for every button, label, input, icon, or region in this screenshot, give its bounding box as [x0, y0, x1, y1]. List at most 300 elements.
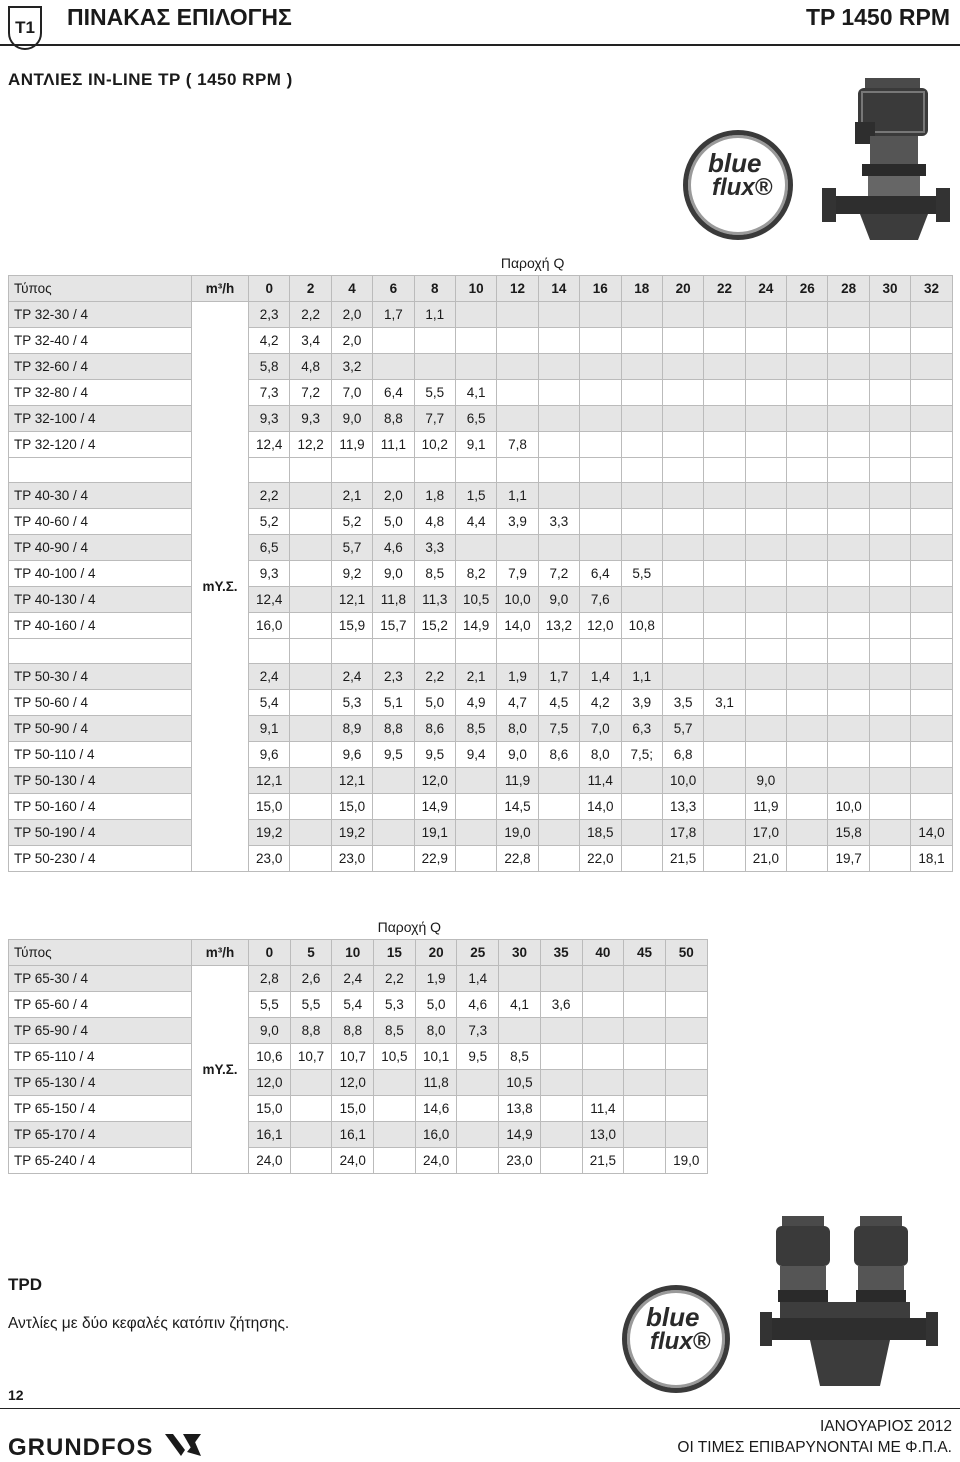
head-value: 5,4 — [249, 690, 290, 716]
pump-model: TP 32-80 / 4 — [9, 380, 192, 406]
head-value: 14,9 — [499, 1122, 541, 1148]
logo-text-flux-2: flux® — [650, 1328, 711, 1355]
head-value: 1,9 — [415, 966, 457, 992]
head-value: 7,8 — [497, 432, 538, 458]
head-unit-label: mY.Σ. — [192, 966, 249, 1174]
head-value: 11,1 — [373, 432, 414, 458]
head-value — [828, 354, 869, 380]
head-value — [540, 966, 582, 992]
head-value: 6,5 — [249, 535, 290, 561]
head-value: 15,2 — [414, 613, 455, 639]
head-value — [869, 328, 910, 354]
head-value — [665, 992, 707, 1018]
head-value — [290, 1122, 332, 1148]
head-value: 7,0 — [331, 380, 372, 406]
flow-column-header: 16 — [580, 276, 621, 302]
head-value — [745, 509, 786, 535]
tpd-title: TPD — [8, 1275, 42, 1294]
head-value: 12,1 — [249, 768, 290, 794]
head-value — [624, 1122, 666, 1148]
head-value: 2,2 — [374, 966, 416, 992]
table-row — [9, 820, 953, 846]
table-row — [9, 561, 953, 587]
pump-model: TP 50-60 / 4 — [9, 690, 192, 716]
head-value — [828, 587, 869, 613]
head-value — [538, 354, 579, 380]
head-value: 2,0 — [331, 328, 372, 354]
head-value: 11,9 — [331, 432, 372, 458]
head-value: 2,3 — [373, 664, 414, 690]
head-value — [662, 483, 703, 509]
head-value — [621, 846, 662, 872]
head-value: 4,5 — [538, 690, 579, 716]
table-row — [9, 613, 953, 639]
head-value — [665, 966, 707, 992]
head-value — [869, 768, 910, 794]
head-value: 1,7 — [538, 664, 579, 690]
head-value — [787, 535, 828, 561]
head-value — [580, 380, 621, 406]
head-value: 24,0 — [415, 1148, 457, 1174]
head-value — [787, 768, 828, 794]
head-value: 12,0 — [249, 1070, 291, 1096]
head-value: 5,5 — [414, 380, 455, 406]
head-value: 21,5 — [582, 1148, 624, 1174]
head-value — [665, 1018, 707, 1044]
flow-column-header: 4 — [331, 276, 372, 302]
unit-column-header: m³/h — [192, 940, 249, 966]
head-value — [869, 742, 910, 768]
head-value: 9,5 — [457, 1044, 499, 1070]
head-value: 4,8 — [290, 354, 331, 380]
pump-model: TP 65-60 / 4 — [9, 992, 192, 1018]
pump-model: TP 40-130 / 4 — [9, 587, 192, 613]
flow-column-header: 20 — [662, 276, 703, 302]
head-value — [745, 354, 786, 380]
head-value: 4,6 — [373, 535, 414, 561]
head-value — [911, 302, 952, 328]
head-value — [621, 768, 662, 794]
head-value — [869, 483, 910, 509]
head-value — [828, 613, 869, 639]
head-value: 5,5 — [290, 992, 332, 1018]
head-value — [704, 354, 745, 380]
pump-image — [800, 70, 950, 250]
head-value: 2,4 — [331, 664, 372, 690]
head-value: 24,0 — [332, 1148, 374, 1174]
head-value: 19,0 — [665, 1148, 707, 1174]
head-value: 14,6 — [415, 1096, 457, 1122]
head-value — [455, 794, 496, 820]
head-value — [290, 794, 331, 820]
head-value: 4,1 — [455, 380, 496, 406]
head-value — [497, 328, 538, 354]
head-value: 2,0 — [331, 302, 372, 328]
table-row — [9, 768, 953, 794]
head-value: 5,3 — [374, 992, 416, 1018]
head-value: 8,2 — [455, 561, 496, 587]
head-value — [745, 587, 786, 613]
head-value — [290, 535, 331, 561]
head-value: 12,0 — [332, 1070, 374, 1096]
head-value — [787, 587, 828, 613]
head-value: 2,0 — [373, 483, 414, 509]
head-value: 11,8 — [415, 1070, 457, 1096]
head-value — [290, 768, 331, 794]
pump-model: TP 50-90 / 4 — [9, 716, 192, 742]
head-value — [745, 613, 786, 639]
head-value — [624, 1096, 666, 1122]
head-value: 9,1 — [455, 432, 496, 458]
head-value: 7,3 — [249, 380, 290, 406]
head-value — [621, 509, 662, 535]
head-value: 17,0 — [745, 820, 786, 846]
head-value — [869, 302, 910, 328]
table-row — [9, 483, 953, 509]
head-value — [869, 820, 910, 846]
pump-model: TP 50-30 / 4 — [9, 664, 192, 690]
head-value: 10,0 — [828, 794, 869, 820]
head-value — [911, 690, 952, 716]
head-value: 2,4 — [332, 966, 374, 992]
head-value: 11,4 — [582, 1096, 624, 1122]
head-value: 5,0 — [373, 509, 414, 535]
pump-model: TP 65-240 / 4 — [9, 1148, 192, 1174]
head-value — [455, 846, 496, 872]
table-row — [9, 535, 953, 561]
table-row — [9, 1096, 708, 1122]
head-value: 14,0 — [497, 613, 538, 639]
head-value: 6,4 — [580, 561, 621, 587]
head-value — [828, 328, 869, 354]
head-value — [373, 768, 414, 794]
head-value — [580, 432, 621, 458]
head-value: 19,7 — [828, 846, 869, 872]
group-spacer — [9, 458, 953, 483]
head-value: 3,1 — [704, 690, 745, 716]
head-value: 2,2 — [290, 302, 331, 328]
head-value: 10,6 — [249, 1044, 291, 1070]
grundfos-mark-icon — [161, 1430, 205, 1460]
head-value — [787, 561, 828, 587]
head-value: 1,4 — [457, 966, 499, 992]
head-value — [787, 716, 828, 742]
head-value — [499, 1018, 541, 1044]
head-value — [662, 587, 703, 613]
head-value: 7,3 — [457, 1018, 499, 1044]
pump-model: TP 32-40 / 4 — [9, 328, 192, 354]
head-value — [624, 966, 666, 992]
head-value: 7,6 — [580, 587, 621, 613]
head-value — [290, 742, 331, 768]
head-value — [787, 509, 828, 535]
head-value — [704, 716, 745, 742]
head-value — [869, 561, 910, 587]
flow-column-header: 32 — [911, 276, 952, 302]
head-value: 1,9 — [497, 664, 538, 690]
head-value — [455, 535, 496, 561]
head-value — [745, 432, 786, 458]
table-row — [9, 1044, 708, 1070]
head-value — [662, 509, 703, 535]
head-value: 18,5 — [580, 820, 621, 846]
pump-model: TP 65-90 / 4 — [9, 1018, 192, 1044]
head-value — [621, 406, 662, 432]
head-value: 2,3 — [249, 302, 290, 328]
head-value: 2,4 — [249, 664, 290, 690]
head-value — [787, 820, 828, 846]
head-value — [373, 846, 414, 872]
head-value — [704, 380, 745, 406]
head-value — [580, 483, 621, 509]
head-value: 9,0 — [538, 587, 579, 613]
head-value: 14,0 — [911, 820, 952, 846]
head-value: 8,5 — [374, 1018, 416, 1044]
head-value — [624, 1070, 666, 1096]
head-value — [869, 690, 910, 716]
head-value: 3,2 — [331, 354, 372, 380]
head-value — [745, 742, 786, 768]
head-value: 13,0 — [582, 1122, 624, 1148]
head-value — [540, 1148, 582, 1174]
flow-column-header: 50 — [665, 940, 707, 966]
head-value — [455, 302, 496, 328]
head-value — [828, 664, 869, 690]
table-row — [9, 328, 953, 354]
flow-column-header: 0 — [249, 940, 291, 966]
head-value: 12,1 — [331, 587, 372, 613]
head-value: 6,3 — [621, 716, 662, 742]
head-value: 8,0 — [580, 742, 621, 768]
head-value: 14,9 — [455, 613, 496, 639]
head-value — [828, 380, 869, 406]
head-value — [662, 380, 703, 406]
head-value — [455, 768, 496, 794]
head-value: 8,0 — [497, 716, 538, 742]
head-value: 8,8 — [373, 716, 414, 742]
flow-column-header: 28 — [828, 276, 869, 302]
head-value — [787, 664, 828, 690]
head-value: 18,1 — [911, 846, 952, 872]
flow-column-header: 20 — [415, 940, 457, 966]
head-value: 17,8 — [662, 820, 703, 846]
head-value: 5,0 — [415, 992, 457, 1018]
table-row — [9, 432, 953, 458]
head-value — [580, 535, 621, 561]
head-value — [414, 354, 455, 380]
head-value: 8,6 — [538, 742, 579, 768]
type-column-header: Τύπος — [9, 276, 192, 302]
head-value — [582, 1044, 624, 1070]
head-value — [665, 1070, 707, 1096]
head-value — [624, 1018, 666, 1044]
head-value — [580, 509, 621, 535]
head-value — [665, 1044, 707, 1070]
head-value: 1,8 — [414, 483, 455, 509]
head-value: 4,6 — [457, 992, 499, 1018]
table-row — [9, 664, 953, 690]
head-value — [290, 1096, 332, 1122]
head-value — [911, 432, 952, 458]
head-value — [538, 380, 579, 406]
flow-column-header: 10 — [455, 276, 496, 302]
type-column-header: Τύπος — [9, 940, 192, 966]
logo-text-blue-2: blue — [646, 1302, 700, 1332]
head-value: 19,2 — [249, 820, 290, 846]
table-row — [9, 1122, 708, 1148]
head-value — [828, 561, 869, 587]
head-value — [745, 664, 786, 690]
head-value: 3,5 — [662, 690, 703, 716]
logo-text-flux: flux® — [712, 174, 773, 201]
head-value — [290, 1070, 332, 1096]
table-row — [9, 1148, 708, 1174]
head-value: 9,0 — [497, 742, 538, 768]
head-value — [869, 432, 910, 458]
head-value — [457, 1122, 499, 1148]
head-value: 5,3 — [331, 690, 372, 716]
pump-model: TP 50-160 / 4 — [9, 794, 192, 820]
head-value — [704, 820, 745, 846]
table-row — [9, 966, 708, 992]
head-value — [704, 613, 745, 639]
head-value — [787, 432, 828, 458]
pump-model: TP 50-190 / 4 — [9, 820, 192, 846]
head-value — [787, 406, 828, 432]
head-value — [538, 768, 579, 794]
head-value — [538, 328, 579, 354]
head-value — [374, 1122, 416, 1148]
head-value: 16,0 — [415, 1122, 457, 1148]
page-title: ΠΙΝΑΚΑΣ ΕΠΙΛΟΓΗΣ — [67, 4, 292, 30]
head-value — [662, 561, 703, 587]
head-value: 10,0 — [497, 587, 538, 613]
head-value — [540, 1096, 582, 1122]
head-value: 12,2 — [290, 432, 331, 458]
head-value: 11,3 — [414, 587, 455, 613]
head-value — [787, 328, 828, 354]
head-value — [621, 302, 662, 328]
head-value: 10,0 — [662, 768, 703, 794]
head-value — [374, 1070, 416, 1096]
head-value — [582, 1070, 624, 1096]
head-value: 9,3 — [290, 406, 331, 432]
head-value — [704, 535, 745, 561]
head-value: 10,5 — [499, 1070, 541, 1096]
pump-model: TP 32-60 / 4 — [9, 354, 192, 380]
table-row — [9, 1070, 708, 1096]
head-value — [457, 1148, 499, 1174]
head-value — [704, 328, 745, 354]
head-value: 11,4 — [580, 768, 621, 794]
head-value: 9,0 — [249, 1018, 291, 1044]
head-value: 2,1 — [455, 664, 496, 690]
head-value — [538, 406, 579, 432]
table-row — [9, 846, 953, 872]
head-value — [787, 354, 828, 380]
flow-column-header: 14 — [538, 276, 579, 302]
head-value: 4,4 — [455, 509, 496, 535]
head-value: 16,1 — [249, 1122, 291, 1148]
head-value: 15,0 — [249, 1096, 291, 1122]
head-value — [911, 768, 952, 794]
head-value: 12,4 — [249, 587, 290, 613]
head-value — [704, 406, 745, 432]
head-value: 23,0 — [499, 1148, 541, 1174]
head-value — [869, 406, 910, 432]
head-value — [290, 613, 331, 639]
flow-column-header: 26 — [787, 276, 828, 302]
head-value: 16,0 — [249, 613, 290, 639]
head-value — [745, 406, 786, 432]
head-value: 12,0 — [580, 613, 621, 639]
table-row — [9, 794, 953, 820]
head-value: 5,5 — [621, 561, 662, 587]
head-value — [704, 742, 745, 768]
head-value: 9,0 — [373, 561, 414, 587]
head-value — [373, 354, 414, 380]
head-value: 8,0 — [415, 1018, 457, 1044]
head-value — [497, 380, 538, 406]
header-divider — [0, 44, 960, 46]
head-value — [787, 302, 828, 328]
head-value — [621, 432, 662, 458]
head-value: 2,2 — [249, 483, 290, 509]
head-value: 13,3 — [662, 794, 703, 820]
flow-column-header: 10 — [332, 940, 374, 966]
selection-table-1 — [8, 250, 953, 872]
table-row — [9, 354, 953, 380]
head-value — [290, 664, 331, 690]
head-value — [704, 561, 745, 587]
flow-column-header: 5 — [290, 940, 332, 966]
head-value: 1,5 — [455, 483, 496, 509]
head-value — [745, 716, 786, 742]
head-value — [665, 1122, 707, 1148]
table-row — [9, 509, 953, 535]
head-value — [662, 354, 703, 380]
head-value — [911, 613, 952, 639]
flow-column-header: 2 — [290, 276, 331, 302]
head-value: 3,9 — [621, 690, 662, 716]
flow-column-header: 6 — [373, 276, 414, 302]
pump-model: TP 32-30 / 4 — [9, 302, 192, 328]
head-value — [373, 820, 414, 846]
head-value — [540, 1122, 582, 1148]
head-value: 8,5 — [455, 716, 496, 742]
head-value — [911, 561, 952, 587]
flow-column-header: 24 — [745, 276, 786, 302]
head-value — [621, 328, 662, 354]
pump-model: TP 65-130 / 4 — [9, 1070, 192, 1096]
head-value — [580, 302, 621, 328]
head-value — [290, 587, 331, 613]
head-value — [621, 587, 662, 613]
head-value — [911, 716, 952, 742]
flow-column-header: 45 — [624, 940, 666, 966]
table-row — [9, 716, 953, 742]
head-value: 8,9 — [331, 716, 372, 742]
head-value: 19,1 — [414, 820, 455, 846]
pump-model: TP 50-230 / 4 — [9, 846, 192, 872]
head-value — [911, 483, 952, 509]
flow-column-header: 22 — [704, 276, 745, 302]
head-value — [290, 716, 331, 742]
head-value — [662, 613, 703, 639]
head-value — [621, 794, 662, 820]
head-value: 16,1 — [332, 1122, 374, 1148]
head-value: 4,2 — [249, 328, 290, 354]
